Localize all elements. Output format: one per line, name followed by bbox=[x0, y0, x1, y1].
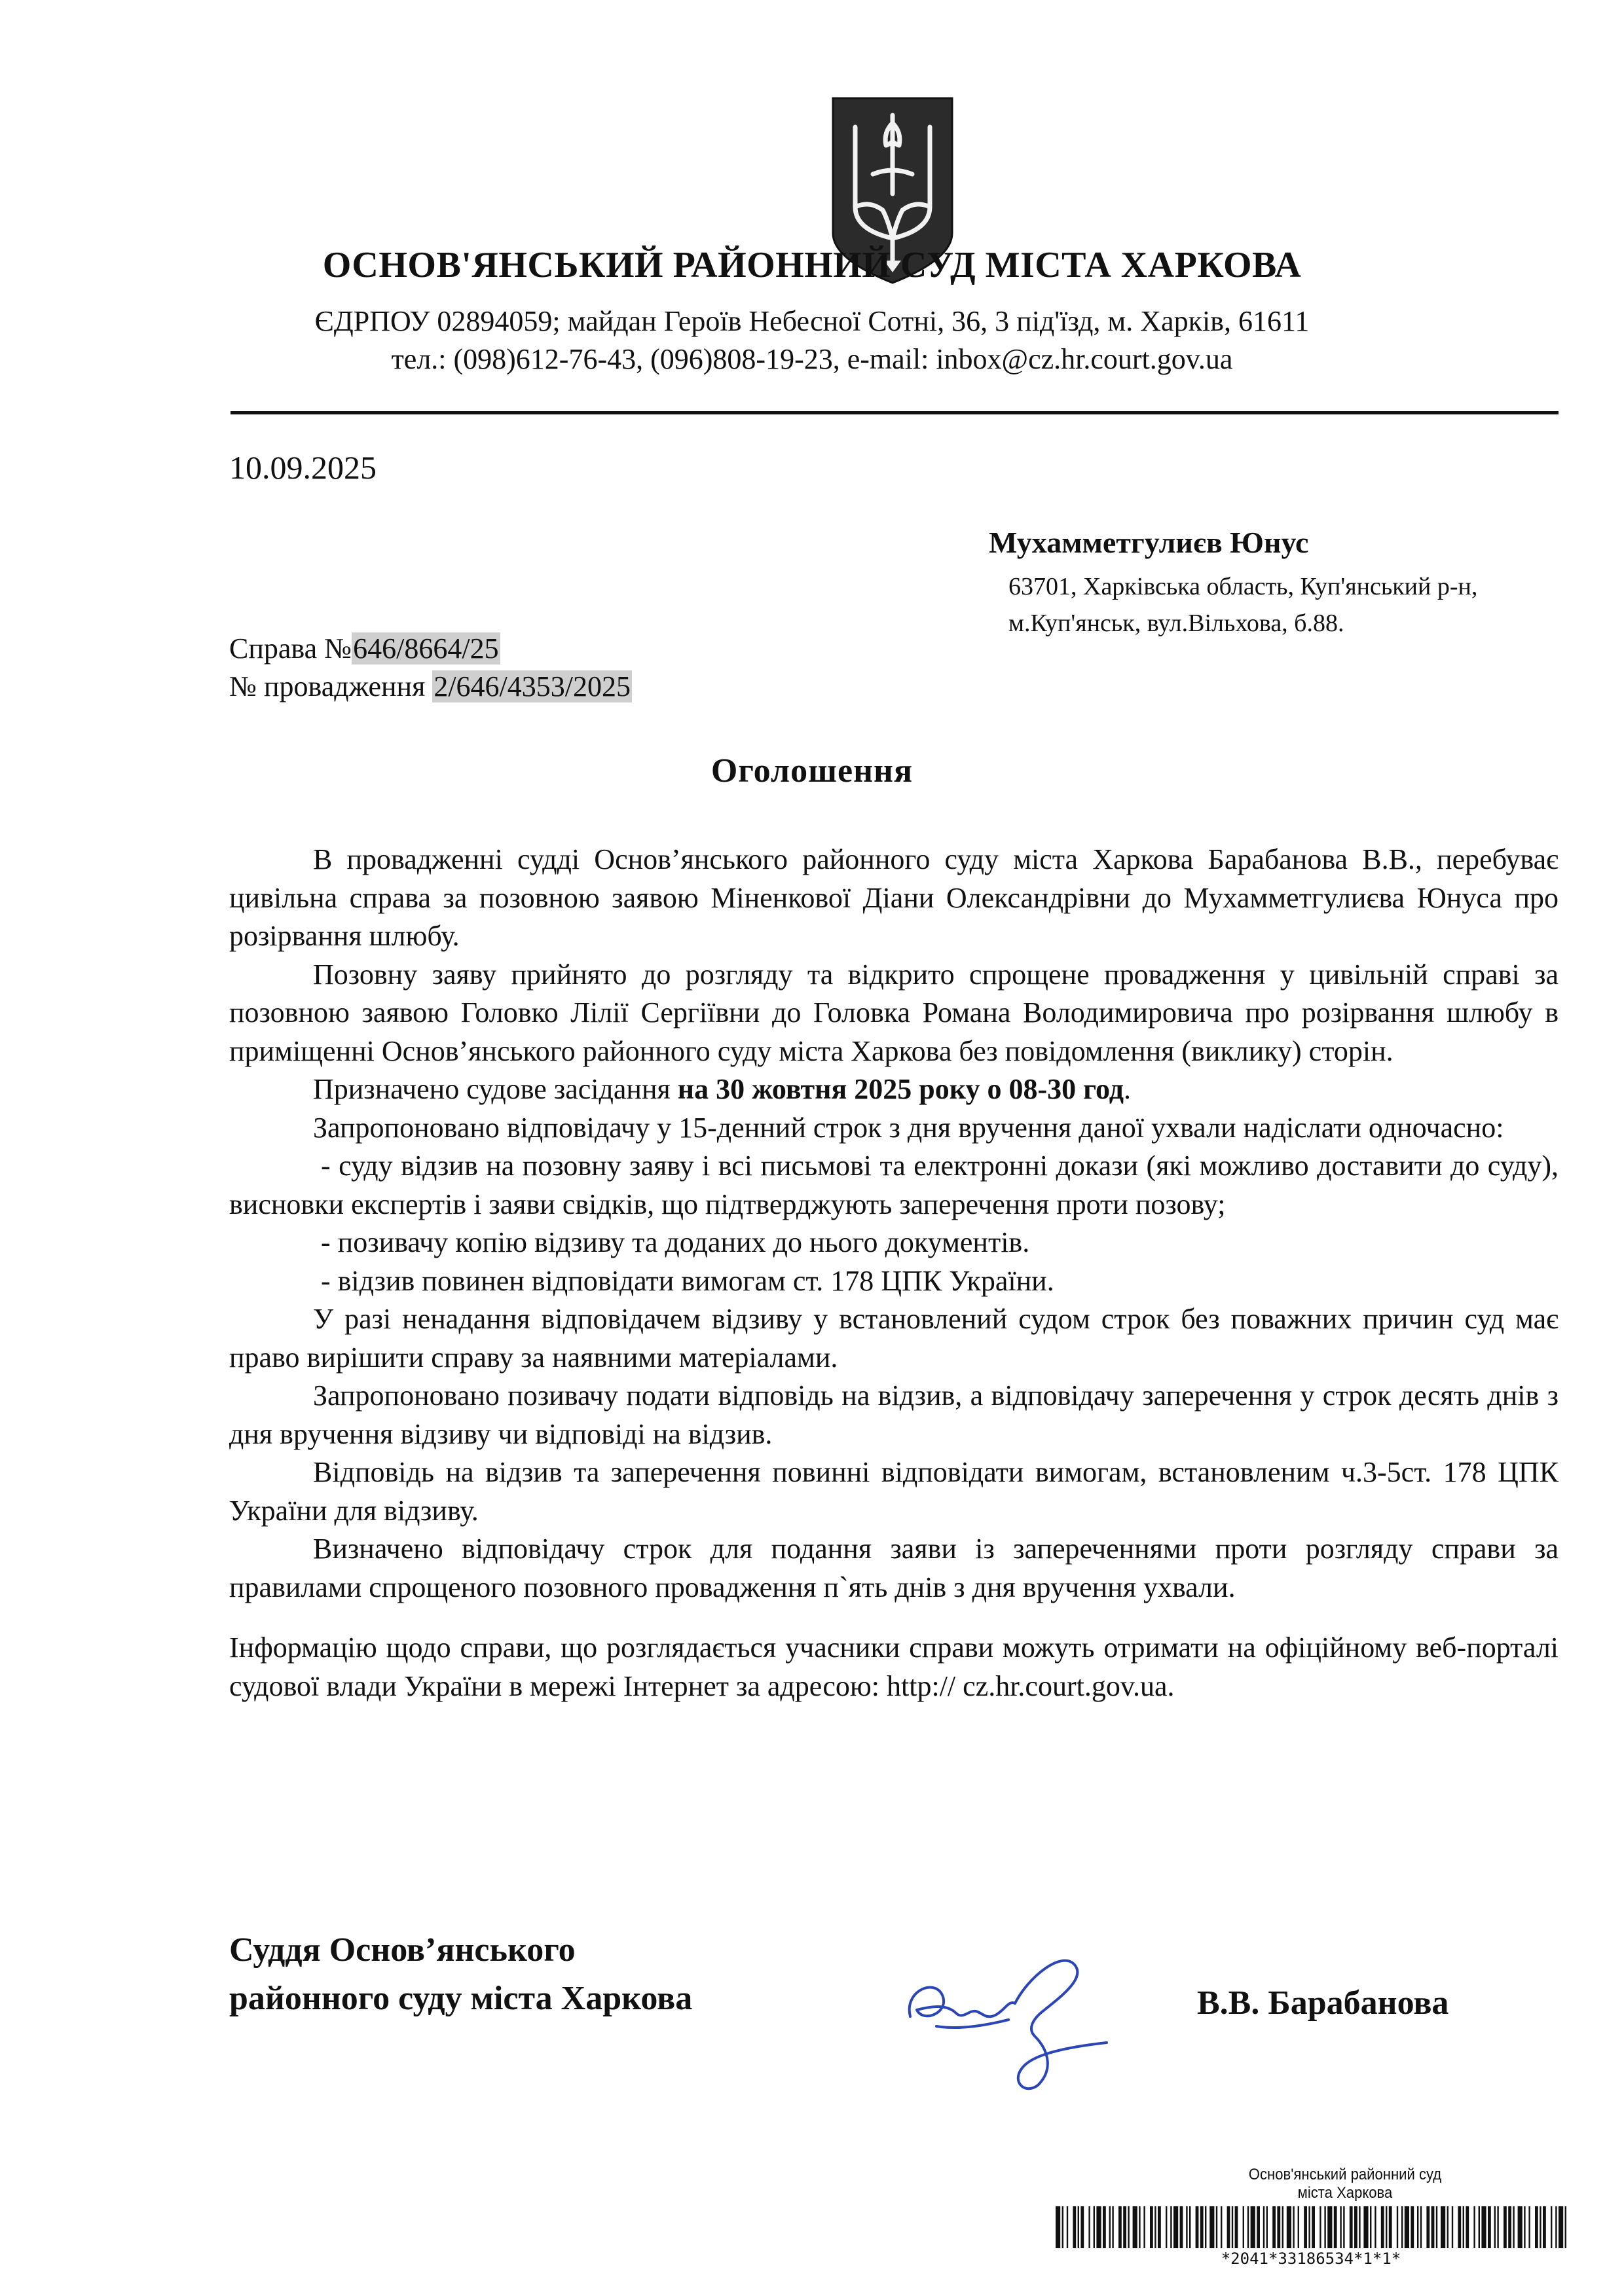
handwritten-signature-icon bbox=[897, 1938, 1113, 2095]
document-title: Оголошення bbox=[710, 752, 913, 790]
paragraph-proceeding: В провадженні судді Основ’янського районного суду міста Харкова Барабанова В.В., перебуває цивільна справа за позовною заявою Міненкової Діани Олександрівни до Мухамметгулиєва Юнуса про розірвання шлюбу. bbox=[229, 843, 1559, 952]
recipient-name: Мухамметгулиєв Юнус bbox=[989, 526, 1309, 559]
proceeding-number-line bbox=[229, 668, 632, 706]
proceeding-label: № провадження bbox=[229, 670, 433, 702]
hearing-suffix: . bbox=[1123, 1073, 1131, 1105]
hearing-date: на 30 жовтня 2025 року о 08-30 год bbox=[677, 1073, 1124, 1105]
paragraph-hearing bbox=[229, 1070, 1559, 1109]
header-divider bbox=[231, 411, 1559, 414]
bullet-plaintiff-copy: - позивачу копію відзиву та доданих до нього документів. bbox=[321, 1226, 1030, 1258]
judge-position-line-1: Суддя Основ’янського bbox=[229, 1931, 576, 1969]
paragraph-defendant-offer: Запропоновано відповідачу у 15-денний строк з дня вручення даної ухвали надіслати одночасно: bbox=[313, 1111, 1504, 1144]
court-phone-email-line: тел.: (098)612-76-43, (096)808-19-23, e-mail: inbox@cz.hr.court.gov.ua bbox=[391, 343, 1233, 375]
hearing-prefix: Призначено судове засідання bbox=[313, 1073, 678, 1105]
case-number-line bbox=[229, 630, 632, 668]
recipient-address-line-1: 63701, Харківська область, Куп'янський р-н, bbox=[1008, 573, 1478, 600]
case-number: 646/8664/25 bbox=[353, 632, 499, 665]
proceeding-number: 2/646/4353/2025 bbox=[434, 670, 631, 702]
judge-name: В.В. Барабанова bbox=[1197, 1984, 1449, 2022]
paragraph-objection-term: Визначено відповідачу строк для подання заяви із запереченнями проти розгляду справи за правилами спрощеного позовного провадження п`ять днів з дня вручення ухвали. bbox=[229, 1533, 1559, 1603]
recipient-address bbox=[1008, 568, 1477, 642]
paragraph-info-portal: Інформацію щодо справи, що розглядається учасники справи можуть отримати на офіційному веб-порталі судової влади України в мережі Інтернет за адресою: http:// cz.hr.court.gov.ua. bbox=[229, 1631, 1559, 1702]
court-contacts bbox=[0, 302, 1624, 378]
judge-position bbox=[229, 1926, 692, 2023]
recipient-address-line-2: м.Куп'янськ, вул.Вільхова, б.88. bbox=[1008, 610, 1344, 637]
barcode-icon bbox=[1056, 2206, 1566, 2248]
bullet-court-response: - суду відзив на позовну заяву і всі письмові та електронні докази (які можливо доставити до суду), висновки експертів і заяви свідків, що підтверджують заперечення проти позову; bbox=[229, 1150, 1559, 1220]
paragraph-plaintiff-reply: Запропоновано позивачу подати відповідь на відзив, а відповідачу заперечення у строк десять днів з дня вручення відзиву чи відповіді на відзив. bbox=[229, 1379, 1559, 1450]
paragraph-reply-requirements: Відповідь на відзив та заперечення повинні відповідати вимогам, встановленим ч.3-5ст. 178 ЦПК України для відзиву. bbox=[229, 1456, 1559, 1527]
case-references bbox=[229, 630, 632, 706]
judge-position-line-2: районного суду міста Харкова bbox=[229, 1980, 693, 2017]
stamp-line-1: Основ'янський районний суд bbox=[1248, 2166, 1442, 2183]
paragraph-acceptance: Позовну заяву прийнято до розгляду та відкрито спрощене провадження у цивільній справі за позовною заявою Головко Лілії Сергіївни до Головка Романа Володимировича про розірвання шлюбу в приміщенні Основ’янського районного суду міста Харкова без повідомлення (виклику) сторін. bbox=[229, 958, 1559, 1067]
court-address-line: ЄДРПОУ 02894059; майдан Героїв Небесної Сотні, 36, 3 під'їзд, м. Харків, 61611 bbox=[314, 305, 1310, 337]
document-date: 10.09.2025 bbox=[229, 449, 377, 486]
barcode-number: *2041*33186534*1*1* bbox=[1221, 2250, 1401, 2268]
case-label: Справа № bbox=[229, 632, 352, 665]
bullet-requirements: - відзив повинен відповідати вимогам ст. 178 ЦПК України. bbox=[321, 1264, 1054, 1297]
announcement-body bbox=[229, 841, 1559, 1705]
court-name: ОСНОВ'ЯНСЬКИЙ РАЙОННИЙ СУД МІСТА ХАРКОВА bbox=[322, 245, 1302, 285]
paragraph-no-response: У разі ненадання відповідачем відзиву у встановлений судом строк без поважних причин суд має право вирішити справу за наявними матеріалами. bbox=[229, 1303, 1559, 1374]
stamp-line-2: міста Харкова bbox=[1297, 2184, 1393, 2202]
registration-stamp bbox=[1074, 2166, 1616, 2202]
